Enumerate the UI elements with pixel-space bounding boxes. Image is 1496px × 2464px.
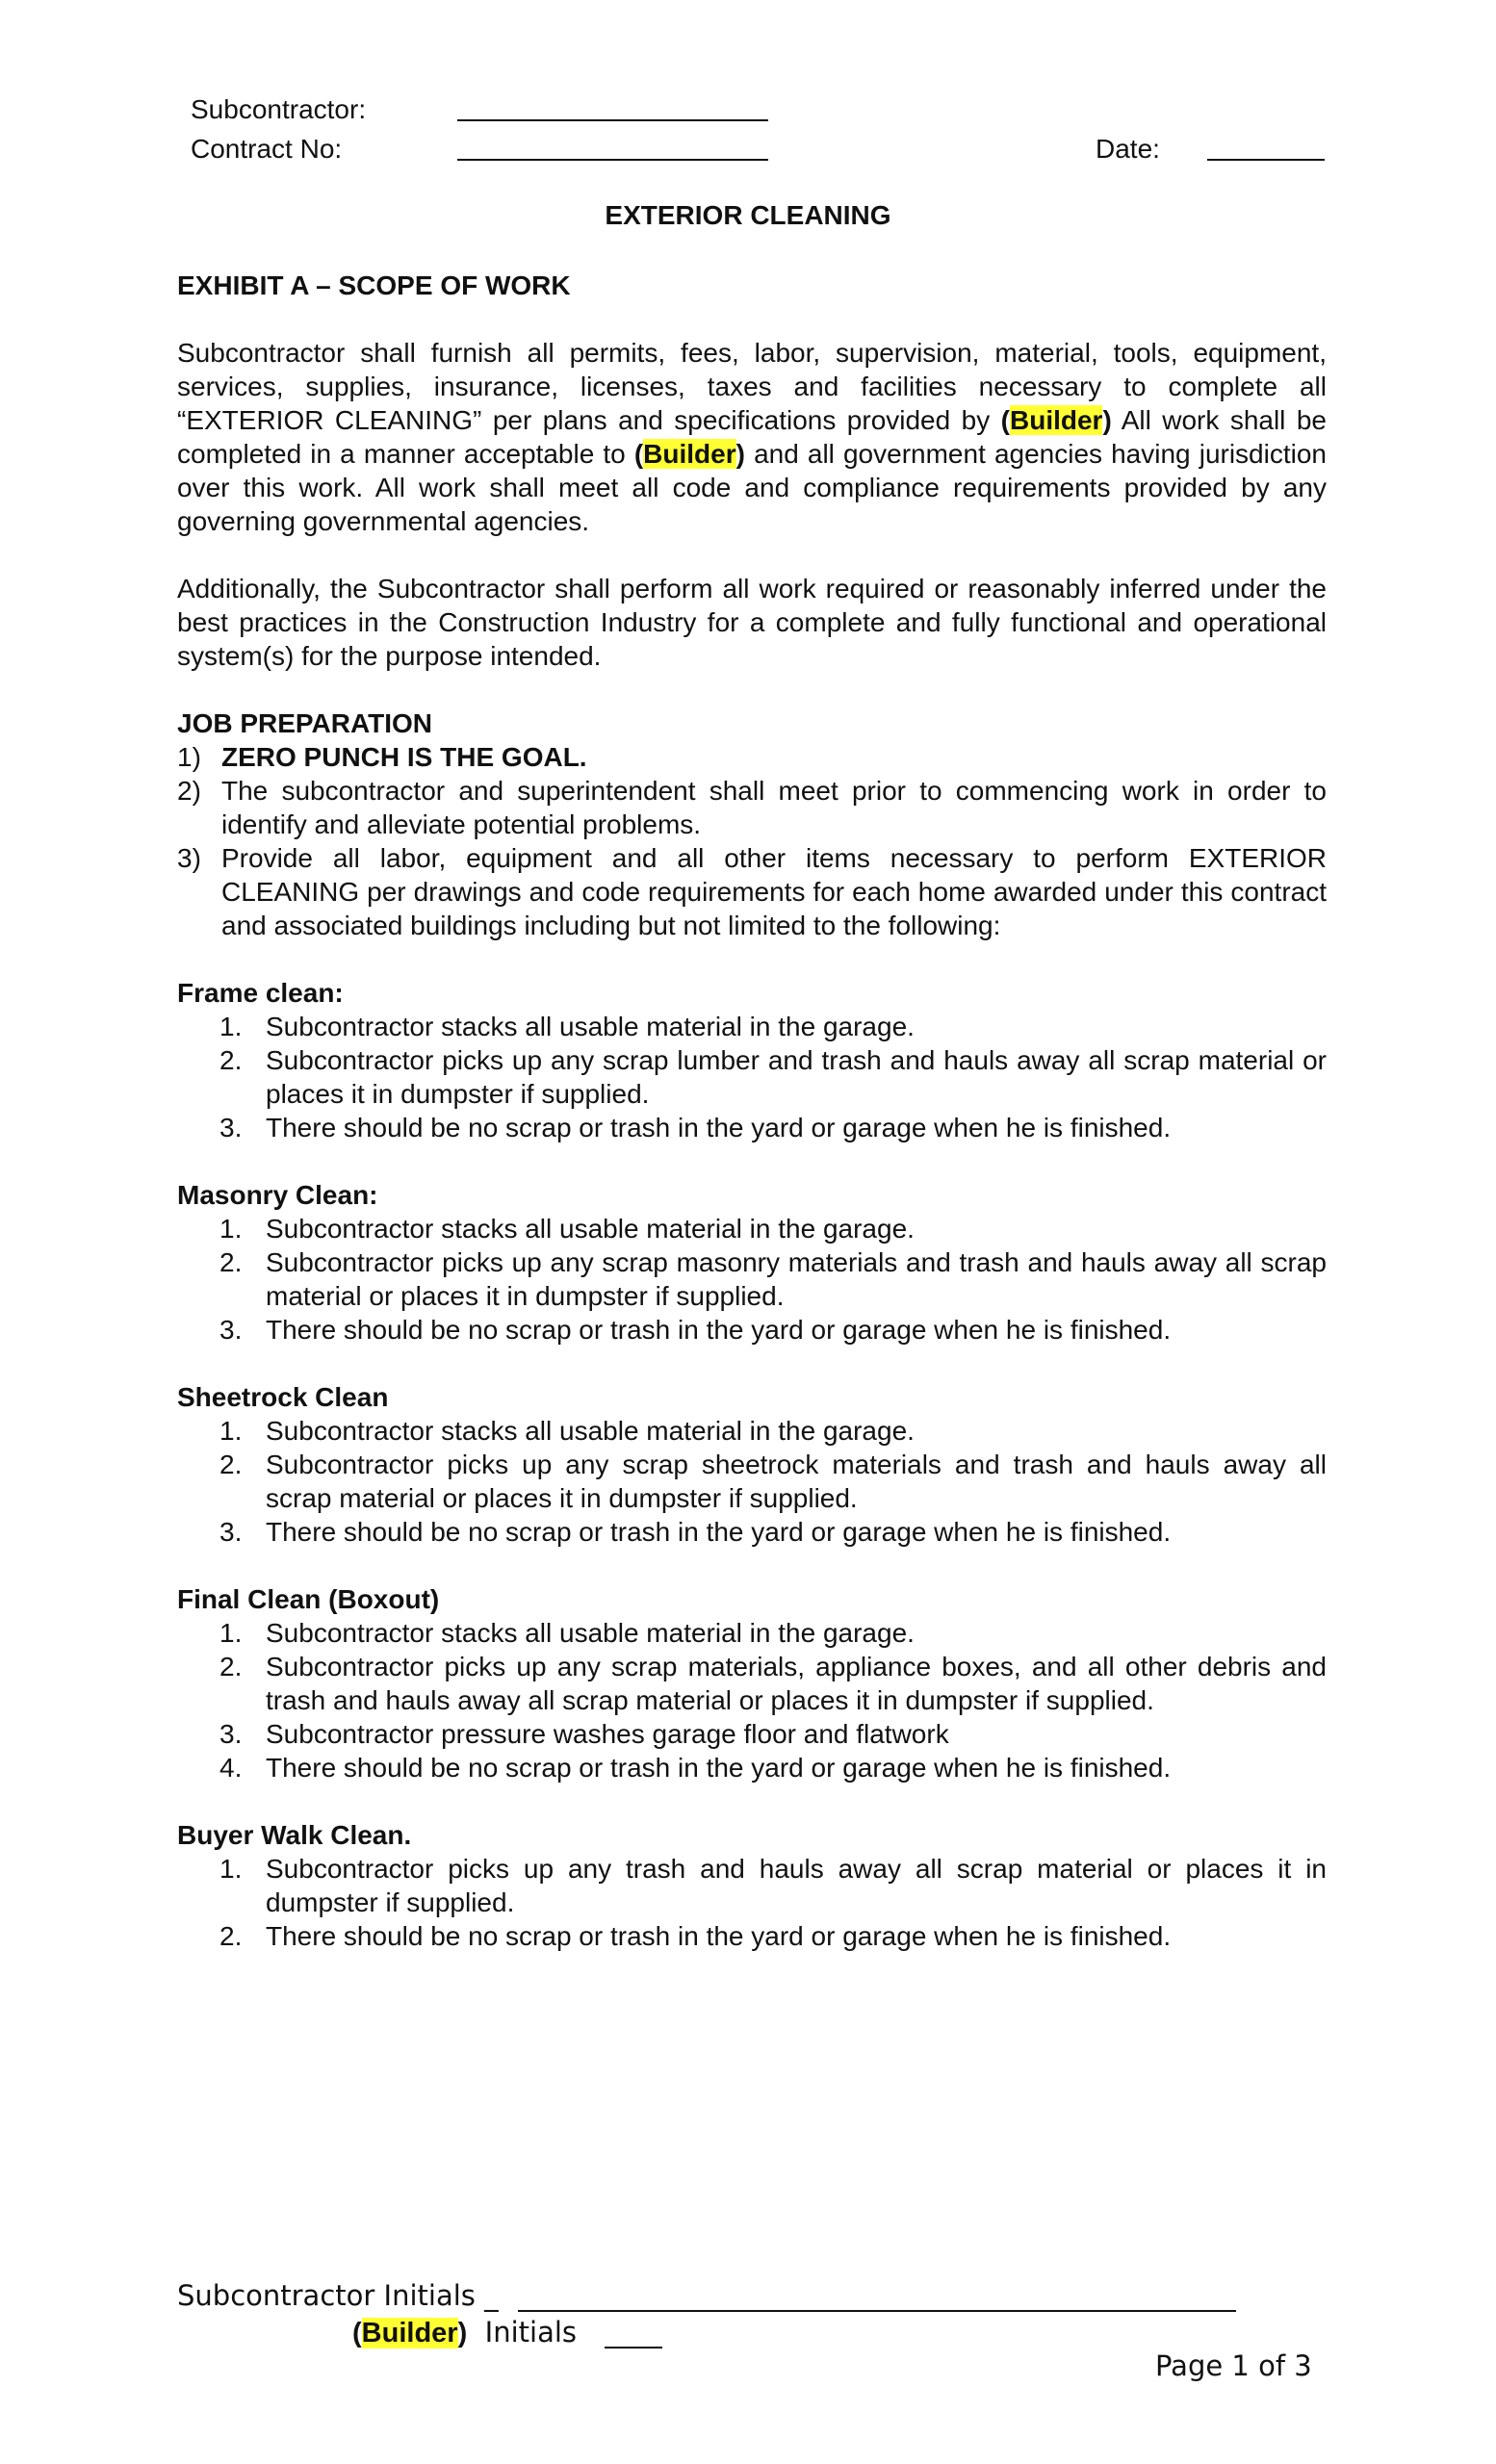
intro-paragraph-2: Additionally, the Subcontractor shall perform all work required or reasonably inferred under the best practices in the Construction Industry for a complete and fully functional and operational system(s) for the purpose intended. — [177, 574, 1327, 671]
document-title: EXTERIOR CLEANING — [605, 200, 891, 230]
list-text: Subcontractor stacks all usable material in the garage. — [266, 1012, 915, 1041]
exhibit-heading: EXHIBIT A – SCOPE OF WORK — [177, 270, 571, 300]
sheetrock-clean-heading: Sheetrock Clean — [177, 1382, 389, 1412]
list-number: 3. — [219, 1113, 243, 1142]
list-number: 3. — [219, 1517, 243, 1547]
buyer-walk-clean-heading: Buyer Walk Clean. — [177, 1820, 412, 1850]
list-number: 3. — [219, 1315, 243, 1345]
paren-close: ) — [457, 2318, 468, 2348]
list-number: 1. — [219, 1012, 243, 1041]
paren-open: ( — [1000, 405, 1010, 435]
list-item — [177, 1448, 1327, 1515]
list-item — [177, 1313, 1327, 1347]
list-item — [177, 1919, 1327, 1953]
contract-no-blank-line — [457, 159, 768, 161]
list-item — [177, 1245, 1327, 1313]
builder-initials-label: Initials — [467, 2316, 578, 2348]
list-number: 2. — [219, 1045, 243, 1075]
subcontractor-label: Subcontractor: — [191, 94, 367, 124]
document-body — [177, 269, 1327, 1953]
final-clean-list — [177, 1616, 1327, 1784]
list-text: There should be no scrap or trash in the yard or garage when he is finished. — [266, 1517, 1172, 1547]
intro-text-a: Subcontractor shall furnish all permits, fees, labor, supervision, material, tools, equipment, services, supplies, insurance, licenses, taxes and facilities necessary to complete all “EXTERIOR CLEANING” per plans and specifications provided by — [177, 338, 1327, 435]
date-label: Date: — [1096, 134, 1160, 164]
list-item — [177, 841, 1327, 942]
list-text: Subcontractor picks up any scrap materials, appliance boxes, and all other debris and trash and hauls away all scrap material or places it in dumpster if supplied. — [266, 1652, 1327, 1715]
list-number: 1. — [219, 1854, 243, 1884]
subcontractor-initials — [177, 2279, 499, 2313]
list-text: Subcontractor pressure washes garage floor and flatwork — [266, 1719, 949, 1749]
list-number: 1) — [177, 742, 201, 772]
subcontractor-initials-label: Subcontractor Initials _ — [177, 2279, 499, 2312]
builder-highlight: Builder — [361, 2318, 458, 2348]
list-item — [177, 774, 1327, 841]
frame-clean-heading: Frame clean: — [177, 978, 344, 1008]
list-number: 2. — [219, 1247, 243, 1277]
list-text: There should be no scrap or trash in the yard or garage when he is finished. — [266, 1113, 1172, 1142]
list-number: 3. — [219, 1719, 243, 1749]
list-text: Subcontractor stacks all usable material in the garage. — [266, 1214, 915, 1244]
list-number: 2) — [177, 776, 201, 806]
list-text: ZERO PUNCH IS THE GOAL. — [221, 742, 587, 772]
list-item — [177, 1852, 1327, 1919]
frame-clean-list — [177, 1010, 1327, 1144]
list-text: Subcontractor picks up any scrap lumber and trash and hauls away all scrap material or places it in dumpster if supplied. — [266, 1045, 1327, 1109]
subcontractor-initials-line — [518, 2310, 1236, 2312]
builder-initials-line — [605, 2347, 662, 2348]
buyer-walk-clean-list — [177, 1852, 1327, 1953]
paren-close: ) — [735, 439, 745, 469]
list-text: Subcontractor picks up any trash and hauls away all scrap material or places it in dumpster if supplied. — [266, 1854, 1327, 1917]
list-item — [177, 1515, 1327, 1549]
list-item — [177, 740, 1327, 774]
masonry-clean-list — [177, 1212, 1327, 1347]
list-item — [177, 1043, 1327, 1111]
date-blank-line — [1207, 159, 1325, 161]
builder-initials — [352, 2316, 577, 2350]
sheetrock-clean-list — [177, 1414, 1327, 1549]
list-item — [177, 1010, 1327, 1043]
job-preparation-list — [177, 740, 1327, 942]
list-text: The subcontractor and superintendent shall meet prior to commencing work in order to identify and alleviate potential problems. — [221, 776, 1327, 839]
intro-text-b: All work shall be completed in a manner acceptable to — [177, 405, 1327, 469]
paren-open: ( — [352, 2318, 362, 2348]
list-text: Subcontractor stacks all usable material in the garage. — [266, 1416, 915, 1446]
intro-text-c: and all government agencies having jurisdiction over this work. All work shall meet all code and compliance requirements provided by any governing governmental agencies. — [177, 439, 1327, 536]
contract-no-label: Contract No: — [191, 134, 343, 164]
list-number: 3) — [177, 843, 201, 873]
list-item — [177, 1414, 1327, 1448]
list-number: 1. — [219, 1416, 243, 1446]
list-item — [177, 1616, 1327, 1650]
list-text: Provide all labor, equipment and all other items necessary to perform EXTERIOR CLEANING per drawings and code requirements for each home awarded under this contract and associated buildings including but not limited to the following: — [221, 843, 1327, 940]
list-text: There should be no scrap or trash in the yard or garage when he is finished. — [266, 1315, 1172, 1345]
final-clean-heading: Final Clean (Boxout) — [177, 1584, 440, 1614]
list-item — [177, 1212, 1327, 1245]
list-number: 2. — [219, 1652, 243, 1681]
subcontractor-blank-line — [457, 119, 768, 121]
builder-highlight: Builder — [1010, 405, 1103, 435]
list-text: Subcontractor picks up any scrap sheetrock materials and trash and hauls away all scrap material or places it in dumpster if supplied. — [266, 1450, 1327, 1513]
list-text: There should be no scrap or trash in the yard or garage when he is finished. — [266, 1753, 1172, 1783]
list-text: Subcontractor stacks all usable material in the garage. — [266, 1618, 915, 1648]
list-item — [177, 1111, 1327, 1144]
masonry-clean-heading: Masonry Clean: — [177, 1180, 378, 1210]
list-text: There should be no scrap or trash in the yard or garage when he is finished. — [266, 1921, 1172, 1951]
list-item — [177, 1751, 1327, 1784]
builder-highlight: Builder — [643, 439, 736, 469]
list-number: 1. — [219, 1214, 243, 1244]
list-number: 2. — [219, 1921, 243, 1951]
list-number: 1. — [219, 1618, 243, 1648]
list-number: 4. — [219, 1753, 243, 1783]
paren-open: ( — [633, 439, 644, 469]
list-item — [177, 1717, 1327, 1751]
intro-paragraph-1 — [177, 336, 1327, 538]
job-preparation-heading: JOB PREPARATION — [177, 708, 432, 738]
list-text: Subcontractor picks up any scrap masonry materials and trash and hauls away all scrap material or places it in dumpster if supplied. — [266, 1247, 1327, 1311]
list-item — [177, 1650, 1327, 1717]
list-number: 2. — [219, 1450, 243, 1479]
page-number: Page 1 of 3 — [1155, 2349, 1312, 2382]
paren-close: ) — [1102, 405, 1112, 435]
